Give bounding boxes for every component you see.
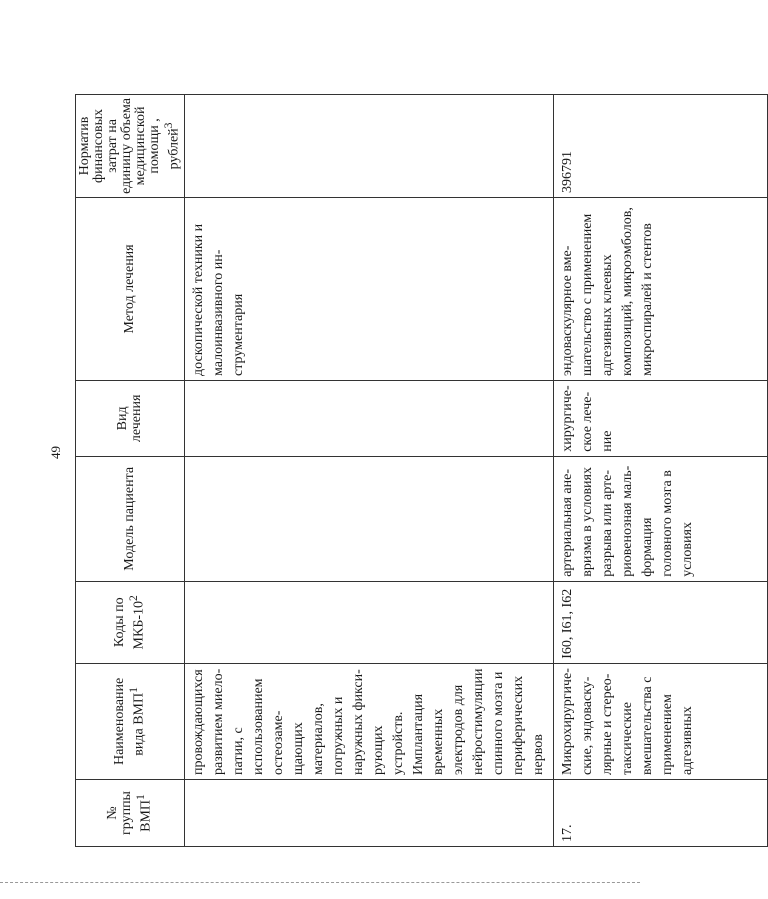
cell-icd-codes: I60, I61, I62: [553, 581, 767, 663]
table-row: [184, 94, 553, 846]
cell-vmp-name: провождающихся развитием миелопатии, с использованием остеозамещающих материалов, погружных и наружных фиксирующих устройств. Имплантация временных электродов для нейростимуляции спинного мозга и периферических нервов: [184, 663, 553, 779]
cell-patient-model: [184, 456, 553, 581]
cell-group-no: [184, 780, 553, 847]
header-group-no: № группы ВМП$^1$: [76, 780, 185, 847]
cell-icd-codes: [184, 581, 553, 663]
header-vmp-name: Наименование вида ВМП$^1$: [76, 663, 185, 779]
cell-treatment-method: эндоваскулярное вмешательство с применением адгезивных клеевых композиций, микроэмболов, микроспиралей и стентов: [553, 197, 767, 380]
table-row: [553, 94, 767, 846]
cell-vmp-name: Микрохирургические, эндоваскулярные и стереотаксические вмешательства с применением адгезивных: [553, 663, 767, 779]
header-treatment-method: Метод лечения: [76, 197, 185, 380]
scan-edge-line: [0, 882, 640, 883]
cell-treatment-type: [184, 380, 553, 456]
header-icd-codes: Коды по МКБ-$10^2$: [76, 581, 185, 663]
cell-cost-norm: 396791: [553, 94, 767, 197]
cell-group-no: 17.: [553, 780, 767, 847]
page-number: 49: [48, 446, 63, 459]
table-header-row: [76, 94, 185, 846]
cell-cost-norm: [184, 94, 553, 197]
vmp-table: [75, 94, 768, 847]
cell-patient-model: артериальная аневризма в условиях разрыва или артериовенозная мальформация головного мозга в условиях: [553, 456, 767, 581]
header-cost-norm: Норматив финансовых затрат на единицу объема медицинской помощи , рублей$^3$: [76, 94, 185, 197]
cell-treatment-method: доскопической техники и малоинвазивного инструментария: [184, 197, 553, 380]
header-patient-model: Модель пациента: [76, 456, 185, 581]
cell-treatment-type: хирургическое лечение: [553, 380, 767, 456]
header-treatment-type: Вид лечения: [76, 380, 185, 456]
